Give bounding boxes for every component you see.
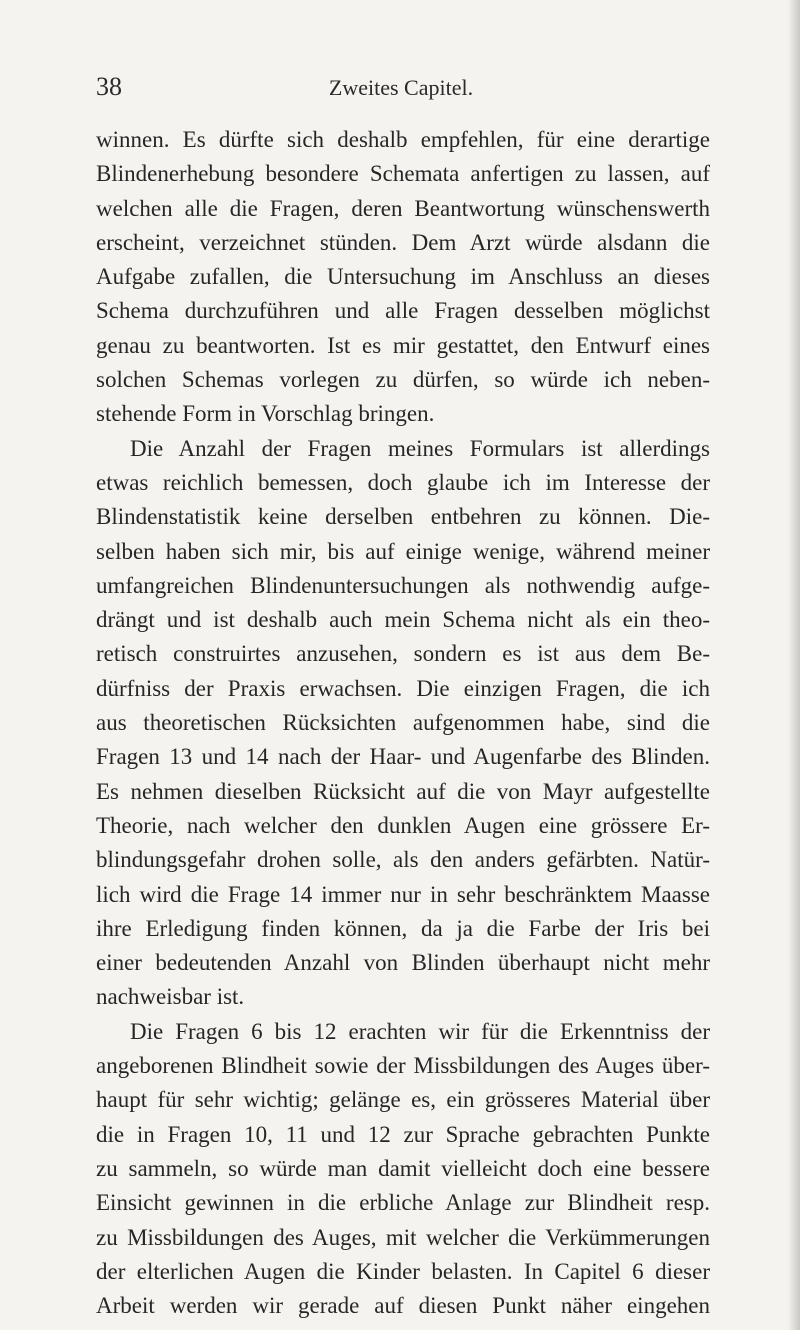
text-line: Einsicht gewinnen in die erbliche Anlage zur Blindheit resp.: [96, 1190, 710, 1216]
text-line: Blindenerhebung besondere Schemata anfertigen zu lassen, auf: [96, 161, 710, 187]
text-line: umfangreichen Blindenuntersuchungen als nothwendig aufge-: [96, 572, 710, 598]
body-text: [96, 123, 710, 1323]
text-line: dürfniss der Praxis erwachsen. Die einzigen Fragen, die ich: [96, 675, 710, 701]
text-line: erscheint, verzeichnet stünden. Dem Arzt würde alsdann die: [96, 229, 710, 255]
text-line: genau zu beantworten. Ist es mir gestattet, den Entwurf eines: [96, 332, 710, 358]
text-line: retisch construirtes anzusehen, sondern es ist aus dem Be-: [96, 641, 710, 667]
text-line: drängt und ist deshalb auch mein Schema nicht als ein theo-: [96, 607, 710, 633]
text-line: etwas reichlich bemessen, doch glaube ich im Interesse der: [96, 469, 710, 495]
text-line: Die Fragen 6 bis 12 erachten wir für die Erkenntniss der: [130, 1018, 710, 1044]
text-line: winnen. Es dürfte sich deshalb empfehlen, für eine derartige: [96, 127, 710, 152]
text-line: Fragen 13 und 14 nach der Haar- und Augenfarbe des Blinden.: [96, 744, 710, 770]
text-line: nachweisbar ist.: [96, 984, 245, 1010]
text-line: welchen alle die Fragen, deren Beantwortung wünschenswerth: [96, 195, 710, 221]
text-line: lich wird die Frage 14 immer nur in sehr beschränktem Maasse: [96, 881, 710, 907]
page-number: 38: [96, 72, 122, 101]
text-line: zu Missbildungen des Auges, mit welcher die Verkümmerungen: [96, 1224, 710, 1250]
text-line: ihre Erledigung finden können, da ja die Farbe der Iris bei: [96, 915, 710, 941]
text-line: aus theoretischen Rücksichten aufgenommen habe, sind die: [96, 710, 710, 736]
text-line: haupt für sehr wichtig; gelänge es, ein grösseres Material über: [96, 1087, 710, 1113]
text-line: solchen Schemas vorlegen zu dürfen, so würde ich neben-: [96, 367, 710, 393]
text-line: Blindenstatistik keine derselben entbehren zu können. Die-: [96, 504, 710, 530]
text-line: Die Anzahl der Fragen meines Formulars ist allerdings: [130, 435, 710, 461]
running-head: Zweites Capitel.: [328, 75, 474, 100]
text-line: stehende Form in Vorschlag bringen.: [96, 401, 435, 427]
text-line: zu sammeln, so würde man damit vielleicht doch eine bessere: [96, 1155, 710, 1181]
page-edge-shadow: [788, 0, 800, 1330]
text-line: angeborenen Blindheit sowie der Missbildungen des Auges über-: [96, 1053, 710, 1079]
text-line: die in Fragen 10, 11 und 12 zur Sprache gebrachten Punkte: [96, 1121, 710, 1147]
text-line: Es nehmen dieselben Rücksicht auf die von Mayr aufgestellte: [96, 778, 710, 804]
page-header: [96, 72, 706, 112]
text-line: einer bedeutenden Anzahl von Blinden überhaupt nicht mehr: [96, 950, 710, 976]
text-line: Aufgabe zufallen, die Untersuchung im Anschluss an dieses: [96, 264, 710, 290]
text-line: Arbeit werden wir gerade auf diesen Punkt näher eingehen: [96, 1293, 710, 1319]
text-line: blindungsgefahr drohen solle, als den anders gefärbten. Natür-: [96, 847, 710, 873]
text-line: selben haben sich mir, bis auf einige wenige, während meiner: [96, 538, 710, 564]
text-line: Theorie, nach welcher den dunklen Augen eine grössere Er-: [96, 812, 710, 838]
text-line: der elterlichen Augen die Kinder belasten. In Capitel 6 dieser: [96, 1258, 710, 1284]
text-line: Schema durchzuführen und alle Fragen desselben möglichst: [96, 298, 710, 324]
